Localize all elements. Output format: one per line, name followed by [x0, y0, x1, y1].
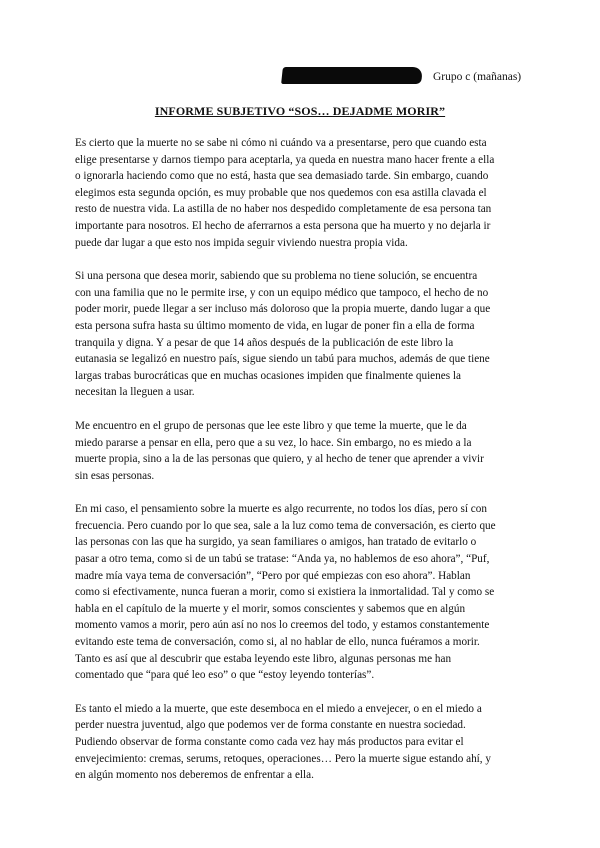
- text-line: elegimos esta segunda opción, es muy probable que nos quedemos con esa astilla clavada el: [75, 186, 487, 199]
- text-line: las personas con las que ha surgido, ya sean familiares o amigos, han tratado de evitarlo o: [75, 536, 477, 549]
- document-title: INFORME SUBJETIVO “SOS… DEJADME MORIR”: [154, 104, 446, 118]
- text-line: En mi caso, el pensamiento sobre la muerte es algo recurrente, no todos los días, pero sí con: [75, 503, 487, 516]
- text-line: Me encuentro en el grupo de personas que lee este libro y que teme la muerte, que le da: [75, 419, 467, 432]
- paragraph-2: [75, 268, 535, 401]
- text-line: como si efectivamente, nunca fueran a morir, como si existiera la inmortalidad. Tal y como se: [75, 586, 495, 599]
- text-line: en algún momento nos deberemos de enfrentar a ella.: [75, 769, 314, 782]
- text-line: tranquila y digna. Y a pesar de que 14 años después de la publicación de este libro la: [75, 336, 454, 349]
- text-line: pasar a otro tema, como si de un tabú se tratase: “Anda ya, no hablemos de eso ahora”, “Puf,: [75, 553, 490, 566]
- text-line: o ignorarla haciendo como que no está, hasta que sea demasiado tarde. Sin embargo, cuando: [75, 170, 489, 183]
- text-line: Tanto es así que al descubrir que estaba leyendo este libro, algunas personas me han: [75, 652, 452, 665]
- text-line: madre mía vaya tema de conversación”, “Pero por qué empiezas con eso ahora”. Hablan: [75, 569, 471, 582]
- text-line: elige presentarse y darnos tiempo para aceptarla, ya queda en nuestra mano hacer frente a ella: [75, 153, 495, 166]
- text-line: largas trabas burocráticas que en muchas ocasiones impiden que finalmente quienes la: [75, 369, 461, 382]
- paragraph-3: [75, 418, 535, 484]
- document-body: [75, 135, 535, 801]
- text-line: Pudiendo observar de forma constante como cada vez hay más productos para evitar el: [75, 736, 464, 748]
- text-line: esta persona sufra hasta su último momento de vida, en lugar de poner fin a ella de forma: [75, 319, 475, 332]
- paragraph-5: [75, 701, 535, 784]
- text-line: puede dar lugar a que esto nos impida seguir viviendo nuestra propia vida.: [75, 236, 408, 249]
- text-line: perder nuestra juventud, algo que podemos ver de forma constante en nuestra sociedad.: [75, 719, 466, 732]
- text-line: sin esas personas.: [75, 469, 155, 482]
- text-line: eutanasia se legalizó en nuestro país, sigue siendo un tabú para muchos, además de que tiene: [75, 353, 490, 366]
- text-line: frecuencia. Pero cuando por lo que sea, sale a la luz como tema de conversación, es cierto que: [75, 519, 496, 532]
- text-line: necesitan la lleguen a usar.: [75, 386, 195, 399]
- text-line: habla en el capítulo de la muerte y el morir, somos conscientes y sabemos que en algún: [75, 602, 466, 615]
- paragraph-4: [75, 501, 535, 684]
- text-line: Es tanto el miedo a la muerte, que este desemboca en el miedo a envejecer, o en el miedo a: [75, 702, 482, 715]
- group-label: Grupo c (mañanas): [433, 71, 522, 83]
- text-line: poder morir, puede llegar a ser incluso más doloroso que la propia muerte, dando lugar a que: [75, 303, 491, 316]
- redacted-name-mark: [281, 67, 423, 84]
- text-line: con una familia que no le permite irse, y con un equipo médico que tampoco, el hecho de no: [75, 286, 489, 299]
- paragraph-1: [75, 135, 535, 251]
- text-line: envejecimiento: cremas, serums, retoques, operaciones… Pero la muerte sigue estando ahí, y: [75, 752, 491, 765]
- text-line: resto de nuestra vida. La astilla de no haber nos despedido completamente de esa persona tan: [75, 203, 492, 216]
- text-line: importante para nosotros. El hecho de aferrarnos a esta persona que ha muerto y no dejarla ir: [75, 219, 491, 232]
- text-line: miedo pararse a pensar en ella, pero que a su vez, lo hace. Sin embargo, no es miedo a la: [75, 436, 472, 449]
- text-line: Si una persona que desea morir, sabiendo que su problema no tiene solución, se encuentra: [75, 270, 478, 283]
- text-line: muerte propia, sino a la de las personas que quiero, y al hecho de tener que aprender a vivir: [75, 453, 484, 466]
- text-line: Es cierto que la muerte no se sabe ni cómo ni cuándo va a presentarse, pero que cuando esta: [75, 137, 487, 149]
- text-line: evitando este tema de conversación, como si, al no hablar de ello, nunca fuéramos a morir.: [75, 636, 480, 649]
- text-line: momento vamos a morir, pero aún así no nos lo creemos del todo, y estamos constantemente: [75, 619, 490, 632]
- text-line: comentado que “para qué leo eso” o que “estoy leyendo tonterías”.: [75, 669, 375, 682]
